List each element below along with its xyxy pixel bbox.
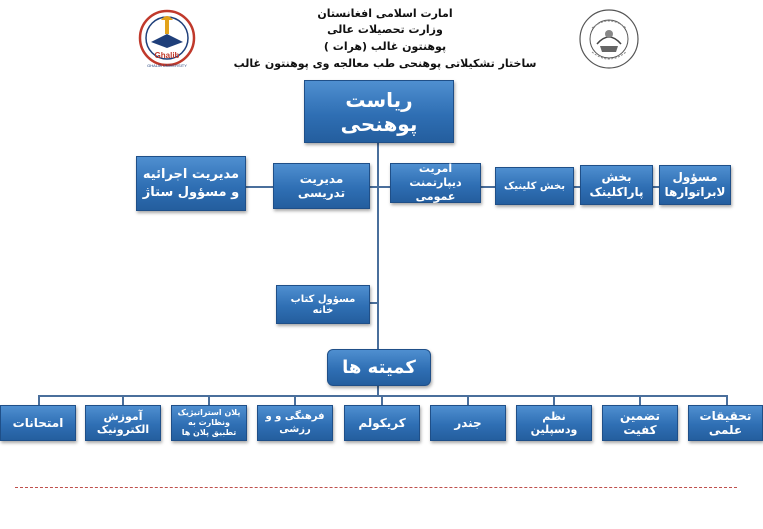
connector-drop-1 — [38, 395, 40, 405]
connector-drop-9 — [726, 395, 728, 405]
connector-committee-horizontal — [38, 395, 728, 397]
connector-drop-3 — [208, 395, 210, 405]
connector-drop-4 — [294, 395, 296, 405]
committee-box-curriculum: کریکولم — [344, 405, 420, 441]
logo-caption-text: GHALIB UNIVERSITY — [147, 63, 187, 68]
committee-box-research: تحقیقات علمی — [688, 405, 763, 441]
connector-main-vertical — [377, 143, 379, 351]
connector-drop-6 — [467, 395, 469, 405]
connector-drop-2 — [122, 395, 124, 405]
committee-box-discipline: نظم ودسپلین — [516, 405, 592, 441]
exec-manager-box: مدیریت اجرائیه و مسؤول ستاژ — [136, 156, 246, 211]
committee-box-culture-sport: فرهنگی و و رزشی — [257, 405, 333, 441]
header-line-2: وزارت تحصیلات عالی — [327, 23, 443, 36]
labs-officer-box: مسؤول لابراتوارها — [659, 165, 731, 205]
teaching-manager-box: مدیریت تدریسی — [273, 163, 370, 209]
header-line-4: ساختار تشکیلاتی پوهنحی طب معالجه وی پوهنتون غالب — [233, 57, 537, 70]
bottom-divider — [15, 487, 737, 488]
general-department-box: امریت دیپارتمنت عمومی — [390, 163, 481, 203]
clinic-section-box: بخش کلینیک — [495, 167, 574, 205]
logo-name-text: Ghalib — [154, 51, 180, 60]
connector-drop-7 — [553, 395, 555, 405]
ghalib-university-logo — [137, 8, 197, 70]
committee-box-strategic-plan: پلان استراتیژیک ونظارت به تطبیق پلان ها — [171, 405, 247, 441]
connector-drop-5 — [381, 395, 383, 405]
committees-box: کمیته ها — [327, 349, 431, 386]
header-line-1: امارت اسلامی افغانستان — [317, 7, 453, 20]
faculty-head-box: ریاست پوهنحی — [304, 80, 454, 143]
committee-box-gender: جندر — [430, 405, 506, 441]
library-officer-box: مسؤول کتاب خانه — [276, 285, 370, 324]
committee-box-exams: امتحانات — [0, 405, 76, 441]
committee-box-quality: تضمین کفیت — [602, 405, 678, 441]
committee-box-e-learning: آموزش الکترونیک — [85, 405, 161, 441]
connector-library — [370, 302, 378, 304]
paraclinic-section-box: بخش پاراکلینک — [580, 165, 653, 205]
ministry-emblem-logo — [578, 8, 640, 70]
header-line-3: پوهنتون غالب (هرات ) — [323, 40, 447, 53]
connector-drop-8 — [639, 395, 641, 405]
